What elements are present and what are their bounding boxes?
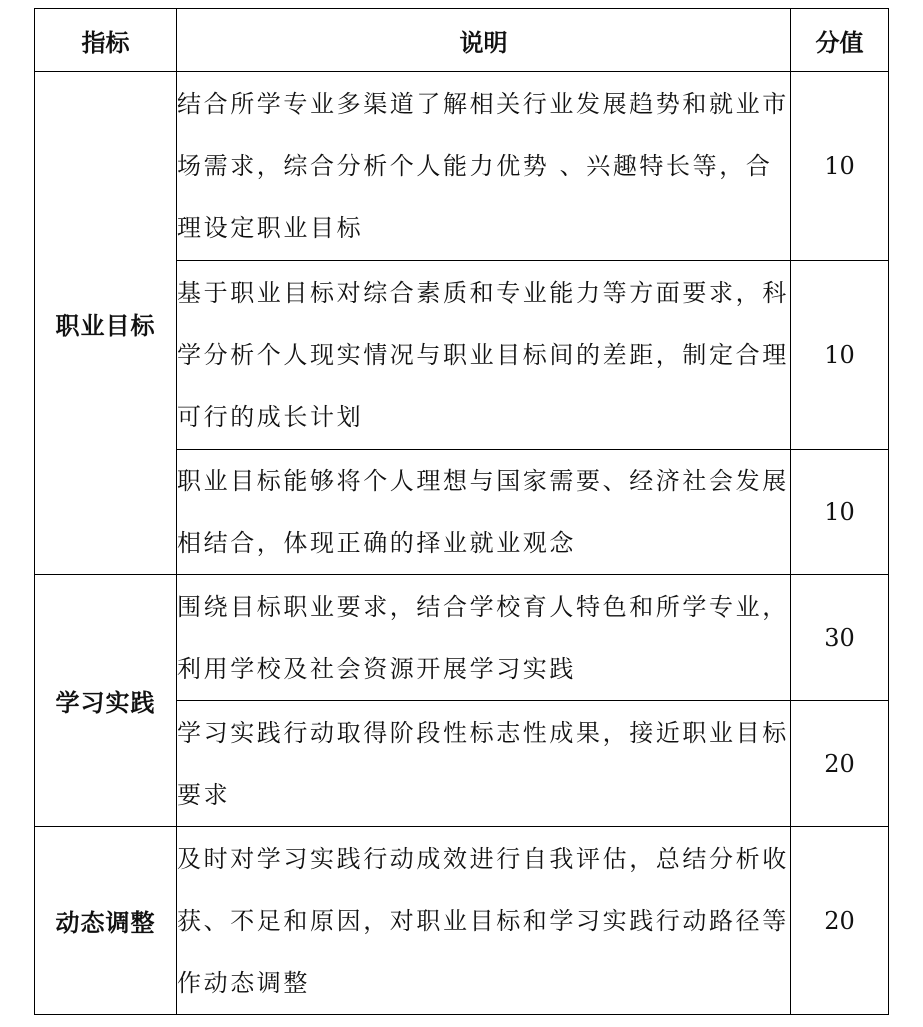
- indicator-career-goal: 职业目标: [35, 72, 177, 575]
- description-cell: 学习实践行动取得阶段性标志性成果，接近职业目标要求: [177, 701, 791, 827]
- indicator-dynamic-adjustment: 动态调整: [35, 827, 177, 1015]
- description-cell: 结合所学专业多渠道了解相关行业发展趋势和就业市场需求，综合分析个人能力优势 、兴趣特长等，合理设定职业目标: [177, 72, 791, 261]
- score-cell: 10: [791, 450, 889, 575]
- score-cell: 10: [791, 72, 889, 261]
- description-cell: 及时对学习实践行动成效进行自我评估，总结分析收获、不足和原因，对职业目标和学习实践行动路径等作动态调整: [177, 827, 791, 1015]
- description-cell: 职业目标能够将个人理想与国家需要、经济社会发展相结合，体现正确的择业就业观念: [177, 450, 791, 575]
- table-header-row: [35, 9, 889, 72]
- score-cell: 30: [791, 575, 889, 701]
- header-score: 分值: [791, 9, 889, 72]
- indicator-learning-practice: 学习实践: [35, 575, 177, 827]
- table-row: [35, 72, 889, 261]
- description-cell: 围绕目标职业要求，结合学校育人特色和所学专业，利用学校及社会资源开展学习实践: [177, 575, 791, 701]
- header-description: 说明: [177, 9, 791, 72]
- table-row: [35, 827, 889, 1015]
- description-cell: 基于职业目标对综合素质和专业能力等方面要求，科学分析个人现实情况与职业目标间的差距，制定合理可行的成长计划: [177, 261, 791, 450]
- score-cell: 10: [791, 261, 889, 450]
- table-row: [35, 575, 889, 701]
- scoring-criteria-table: [34, 8, 889, 1015]
- score-cell: 20: [791, 701, 889, 827]
- score-cell: 20: [791, 827, 889, 1015]
- header-indicator: 指标: [35, 9, 177, 72]
